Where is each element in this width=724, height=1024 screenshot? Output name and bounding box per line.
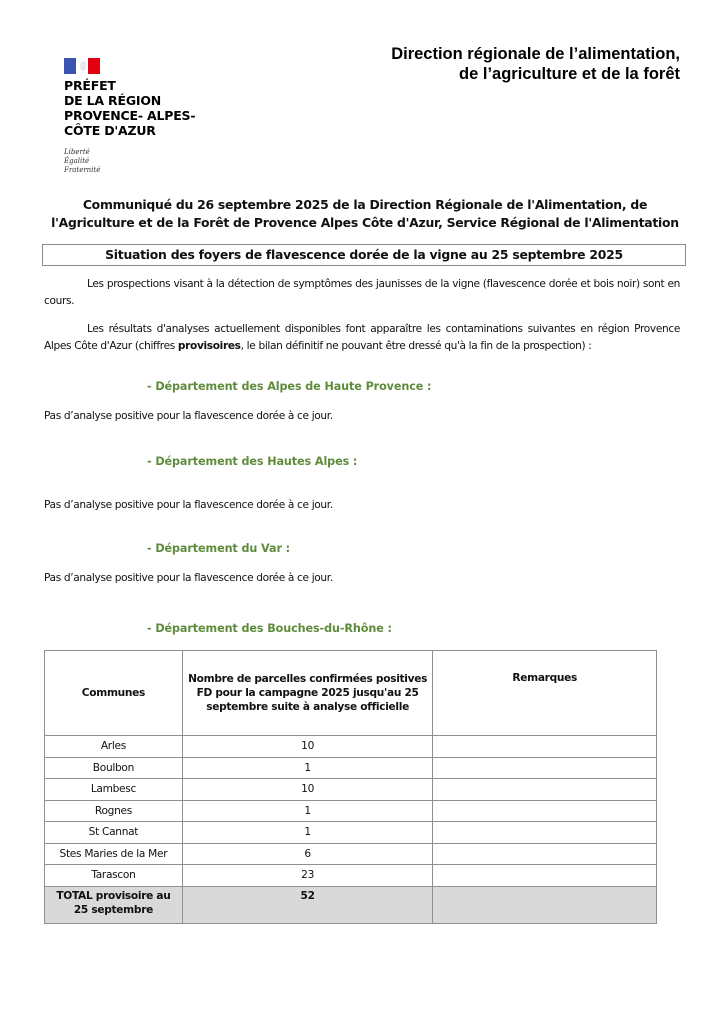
table-header-row xyxy=(45,651,657,736)
total-label-cell: TOTAL provisoire au 25 septembre xyxy=(45,886,183,923)
motto-line: Liberté xyxy=(64,148,90,156)
remarks-cell xyxy=(433,757,657,779)
count-cell: 1 xyxy=(182,800,433,822)
logo-title xyxy=(64,78,195,138)
count-cell: 6 xyxy=(182,843,433,865)
commune-cell: Stes Maries de la Mer xyxy=(45,843,183,865)
communique-title xyxy=(40,196,690,232)
department-heading-var: - Département du Var : xyxy=(147,542,291,555)
remarks-cell xyxy=(433,822,657,844)
prefet-logo xyxy=(64,58,195,175)
table-row xyxy=(45,865,657,887)
table-row xyxy=(45,822,657,844)
commune-cell: St Cannat xyxy=(45,822,183,844)
logo-line: PROVENCE- ALPES- xyxy=(64,108,196,123)
department-note-hautes-alpes: Pas d’analyse positive pour la flavescence dorée à ce jour. xyxy=(44,499,333,511)
count-cell: 10 xyxy=(182,779,433,801)
count-cell: 10 xyxy=(182,736,433,758)
column-header-remarks: Remarques xyxy=(433,651,657,736)
remarks-cell xyxy=(433,800,657,822)
total-remarks-cell xyxy=(433,886,657,923)
results-text-before: Les résultats d'analyses actuellement disponibles font apparaître les contaminations suivantes en région Provence Alpes Côte d'Azur (chiffres xyxy=(44,323,680,352)
logo-line: PRÉFET xyxy=(64,78,116,93)
department-heading-bouches-du-rhone: - Département des Bouches-du-Rhône : xyxy=(147,622,392,635)
results-paragraph xyxy=(44,321,680,354)
communique-line: l'Agriculture et de la Forêt de Provence Alpes Côte d'Azur, Service Régional de l'Alimentation xyxy=(51,215,679,230)
remarks-cell xyxy=(433,736,657,758)
intro-paragraph xyxy=(44,276,680,309)
commune-cell: Lambesc xyxy=(45,779,183,801)
commune-cell: Rognes xyxy=(45,800,183,822)
count-cell: 23 xyxy=(182,865,433,887)
marianne-flag-icon xyxy=(64,58,100,74)
count-cell: 1 xyxy=(182,822,433,844)
remarks-cell xyxy=(433,779,657,801)
column-header-count: Nombre de parcelles confirmées positives FD pour la campagne 2025 jusqu'au 25 septembre suite à analyse officielle xyxy=(182,651,433,736)
commune-cell: Boulbon xyxy=(45,757,183,779)
column-header-communes: Communes xyxy=(45,651,183,736)
department-heading-alpes-haute-provence: - Département des Alpes de Haute Provence : xyxy=(147,380,432,393)
motto-line: Fraternité xyxy=(64,166,101,174)
table-row xyxy=(45,779,657,801)
situation-title-box: Situation des foyers de flavescence dorée de la vigne au 25 septembre 2025 xyxy=(42,244,686,266)
direction-header xyxy=(391,44,680,84)
communique-line: Communiqué du 26 septembre 2025 de la Direction Régionale de l'Alimentation, de xyxy=(82,197,648,212)
commune-cell: Tarascon xyxy=(45,865,183,887)
department-heading-hautes-alpes: - Département des Hautes Alpes : xyxy=(147,455,358,468)
remarks-cell xyxy=(433,865,657,887)
table-row xyxy=(45,800,657,822)
intro-text: Les prospections visant à la détection de symptômes des jaunisses de la vigne (flavescence dorée et bois noir) sont en cours. xyxy=(44,278,680,307)
count-cell: 1 xyxy=(182,757,433,779)
direction-header-line: Direction régionale de l’alimentation, xyxy=(391,45,680,63)
table-row xyxy=(45,736,657,758)
department-note-var: Pas d’analyse positive pour la flavescence dorée à ce jour. xyxy=(44,572,333,584)
direction-header-line: de l’agriculture et de la forêt xyxy=(459,65,680,83)
logo-line: CÔTE D'AZUR xyxy=(64,123,156,138)
results-text-after: , le bilan définitif ne pouvant être dressé qu'à la fin de la prospection) : xyxy=(240,339,592,352)
logo-motto xyxy=(64,148,195,175)
commune-cell: Arles xyxy=(45,736,183,758)
table-total-row xyxy=(45,886,657,923)
logo-line: DE LA RÉGION xyxy=(64,93,162,108)
department-note-alpes-haute-provence: Pas d’analyse positive pour la flavescence dorée à ce jour. xyxy=(44,410,333,422)
remarks-cell xyxy=(433,843,657,865)
table-row xyxy=(45,843,657,865)
results-table xyxy=(44,650,657,924)
table-row xyxy=(45,757,657,779)
total-count-cell: 52 xyxy=(182,886,433,923)
provisoires-emphasis: provisoires xyxy=(177,339,241,352)
motto-line: Égalité xyxy=(64,157,90,165)
